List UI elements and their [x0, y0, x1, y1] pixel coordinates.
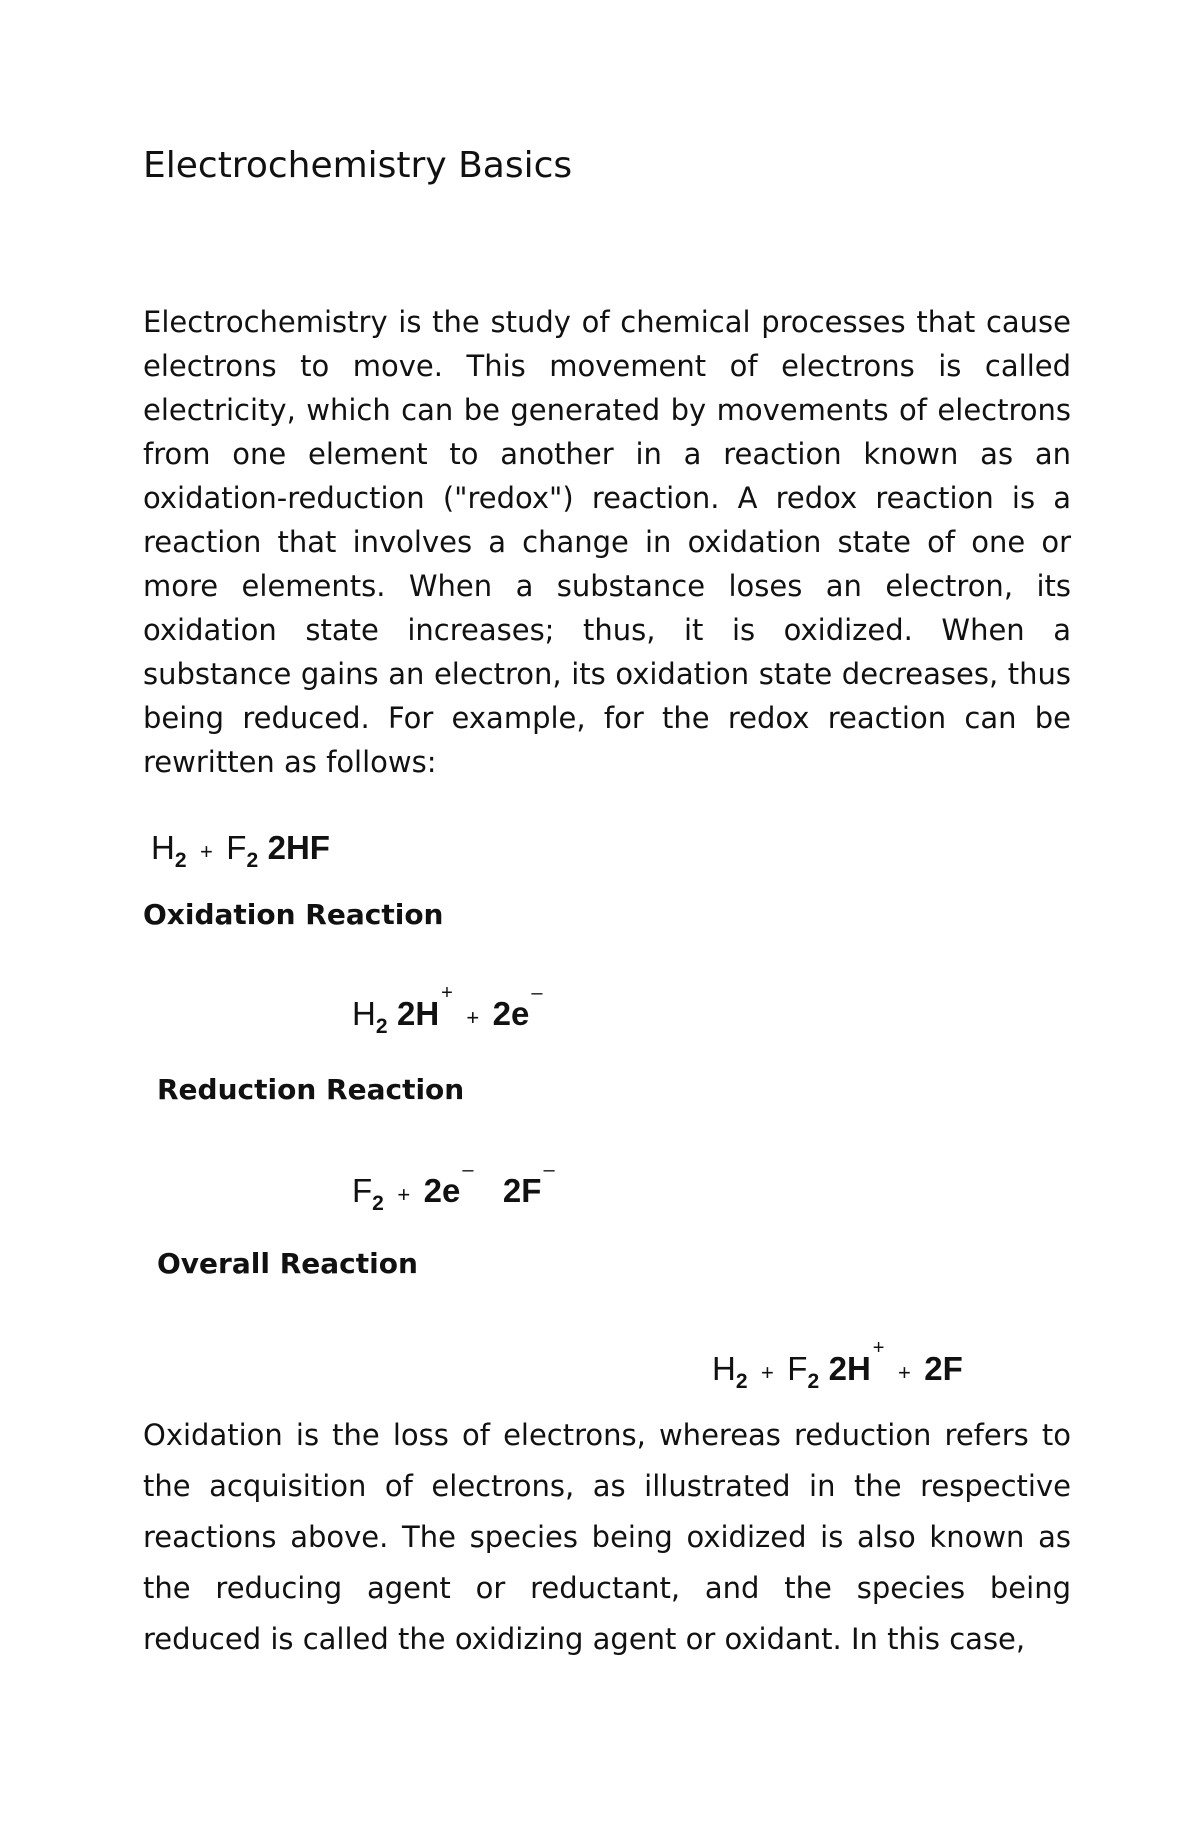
eq-all-h-sub: 2 — [735, 1370, 748, 1393]
reduction-label: Reduction Reaction — [157, 1073, 465, 1106]
overall-label: Overall Reaction — [157, 1247, 418, 1280]
eq-ox-h-sub: 2 — [375, 1015, 388, 1038]
eq-all-f: F — [787, 1350, 808, 1387]
eq-all-plus1: + — [760, 1360, 774, 1385]
eq-main-h-sub: 2 — [174, 849, 187, 872]
eq-ox-product2-sup: – — [531, 982, 543, 1004]
eq-all-plus2: + — [897, 1360, 911, 1385]
eq-red-f-sub: 2 — [372, 1192, 384, 1215]
eq-main-plus: + — [199, 839, 213, 864]
eq-main-product: 2HF — [267, 829, 330, 866]
oxidation-label: Oxidation Reaction — [143, 898, 444, 931]
equation-reduction — [352, 1159, 555, 1216]
eq-red-reactant2: 2e — [423, 1172, 461, 1209]
eq-main-f-sub: 2 — [246, 849, 259, 872]
eq-red-product-sup: – — [543, 1159, 555, 1181]
eq-all-product1-sup: + — [872, 1337, 885, 1359]
eq-red-product: 2F — [502, 1172, 542, 1209]
eq-red-plus: + — [397, 1182, 411, 1207]
eq-red-f: F — [352, 1172, 373, 1209]
eq-main-f: F — [226, 829, 247, 866]
eq-ox-product1-sup: + — [441, 982, 453, 1004]
intro-paragraph: Electrochemistry is the study of chemical processes that cause electrons to move. This movement of electrons is called electricity, which can be generated by movements of electrons from one element to another in a reaction known as an oxidation-reduction ("redox") reaction. A redox reaction is a reaction that involves a change in oxidation state of one or more elements. When a substance loses an electron, its oxidation state increases; thus, it is oxidized. When a substance gains an electron, its oxidation state decreases, thus being reduced. For example, for the redox reaction can be rewritten as follows: — [143, 305, 1071, 779]
eq-all-h: H — [712, 1350, 736, 1387]
equation-overall — [712, 1337, 963, 1394]
page-title: Electrochemistry Basics — [143, 145, 573, 186]
eq-red-reactant2-sup: – — [462, 1159, 474, 1181]
eq-ox-product2: 2e — [492, 995, 530, 1032]
eq-ox-h: H — [352, 995, 376, 1032]
explanation-paragraph: Oxidation is the loss of electrons, whereas reduction refers to the acquisition of electrons, as illustrated in the respective reactions above. The species being oxidized is also known as the reducing agent or reductant, and the species being reduced is called the oxidizing agent or oxidant. In this case, — [143, 1418, 1071, 1656]
equation-main — [151, 828, 330, 873]
equation-oxidation — [352, 982, 543, 1039]
eq-main-h: H — [151, 829, 175, 866]
eq-ox-product1: 2H — [396, 995, 440, 1032]
eq-all-f-sub: 2 — [807, 1370, 820, 1393]
eq-ox-plus: + — [466, 1005, 480, 1030]
eq-all-product2: 2F — [924, 1350, 963, 1387]
eq-all-product1: 2H — [828, 1350, 871, 1387]
